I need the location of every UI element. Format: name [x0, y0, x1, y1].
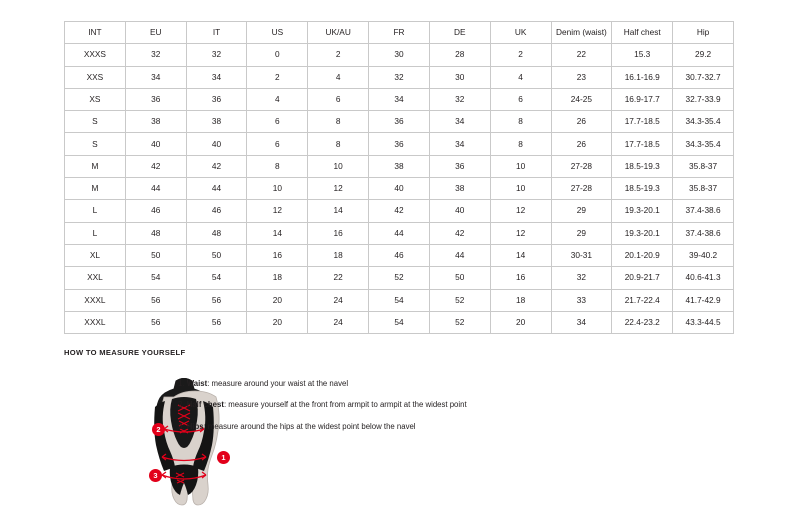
- size-value-cell: 50: [429, 267, 490, 289]
- instruction-term: Half chest: [186, 400, 224, 410]
- size-label-cell: XXXS: [65, 44, 126, 66]
- hips-marker-badge: 3: [149, 469, 162, 482]
- size-value-cell: 40.6-41.3: [673, 267, 734, 289]
- size-label-cell: XXXL: [65, 289, 126, 311]
- size-value-cell: 35.8-37: [673, 178, 734, 200]
- size-value-cell: 16.9-17.7: [612, 88, 673, 110]
- size-value-cell: 20: [490, 311, 551, 333]
- size-value-cell: 29: [551, 222, 612, 244]
- table-row: [65, 178, 734, 200]
- size-value-cell: 36: [369, 111, 430, 133]
- instruction-term: Hips: [186, 421, 204, 431]
- table-row: [65, 44, 734, 66]
- size-value-cell: 14: [308, 200, 369, 222]
- size-chart-head: [65, 22, 734, 44]
- table-row: [65, 267, 734, 289]
- size-value-cell: 38: [369, 155, 430, 177]
- size-value-cell: 32: [429, 88, 490, 110]
- size-value-cell: 12: [490, 222, 551, 244]
- size-value-cell: 46: [186, 200, 247, 222]
- size-value-cell: 0: [247, 44, 308, 66]
- size-value-cell: 27-28: [551, 178, 612, 200]
- size-value-cell: 36: [429, 155, 490, 177]
- waist-marker-badge: 1: [217, 451, 230, 464]
- half-chest-marker-badge: 2: [152, 423, 165, 436]
- size-value-cell: 4: [308, 66, 369, 88]
- size-value-cell: 41.7-42.9: [673, 289, 734, 311]
- size-value-cell: 8: [490, 133, 551, 155]
- size-label-cell: M: [65, 178, 126, 200]
- size-value-cell: 12: [308, 178, 369, 200]
- size-value-cell: 24: [308, 289, 369, 311]
- size-value-cell: 23: [551, 66, 612, 88]
- size-value-cell: 42: [186, 155, 247, 177]
- size-value-cell: 48: [125, 222, 186, 244]
- size-value-cell: 54: [125, 267, 186, 289]
- size-value-cell: 12: [247, 200, 308, 222]
- size-value-cell: 10: [247, 178, 308, 200]
- column-header: Denim (waist): [551, 22, 612, 44]
- size-value-cell: 30: [369, 44, 430, 66]
- size-label-cell: XL: [65, 244, 126, 266]
- table-row: [65, 200, 734, 222]
- size-value-cell: 12: [490, 200, 551, 222]
- size-value-cell: 56: [125, 311, 186, 333]
- column-header: DE: [429, 22, 490, 44]
- size-value-cell: 2: [490, 44, 551, 66]
- size-value-cell: 8: [247, 155, 308, 177]
- size-value-cell: 30-31: [551, 244, 612, 266]
- size-label-cell: XXXL: [65, 311, 126, 333]
- size-value-cell: 34.3-35.4: [673, 111, 734, 133]
- size-value-cell: 50: [186, 244, 247, 266]
- size-value-cell: 32.7-33.9: [673, 88, 734, 110]
- size-value-cell: 38: [125, 111, 186, 133]
- size-value-cell: 56: [186, 289, 247, 311]
- instruction-text: : measure around your waist at the navel: [207, 379, 349, 388]
- size-value-cell: 32: [186, 44, 247, 66]
- instruction-number: 1.: [178, 379, 185, 388]
- size-value-cell: 26: [551, 111, 612, 133]
- size-value-cell: 21.7-22.4: [612, 289, 673, 311]
- column-header: INT: [65, 22, 126, 44]
- size-label-cell: L: [65, 222, 126, 244]
- size-value-cell: 18.5-19.3: [612, 178, 673, 200]
- size-value-cell: 20.9-21.7: [612, 267, 673, 289]
- size-value-cell: 44: [369, 222, 430, 244]
- size-value-cell: 39-40.2: [673, 244, 734, 266]
- size-value-cell: 40: [369, 178, 430, 200]
- how-to-measure-title: HOW TO MEASURE YOURSELF: [64, 348, 186, 357]
- size-label-cell: XXL: [65, 267, 126, 289]
- table-row: [65, 155, 734, 177]
- size-value-cell: 14: [247, 222, 308, 244]
- column-header: UK: [490, 22, 551, 44]
- size-value-cell: 8: [308, 133, 369, 155]
- size-value-cell: 36: [125, 88, 186, 110]
- size-chart-table: [64, 21, 734, 334]
- size-value-cell: 32: [551, 267, 612, 289]
- size-value-cell: 37.4-38.6: [673, 222, 734, 244]
- size-label-cell: XS: [65, 88, 126, 110]
- measure-instructions: [178, 379, 718, 443]
- size-value-cell: 37.4-38.6: [673, 200, 734, 222]
- instruction-text: : measure yourself at the front from armpit to armpit at the widest point: [223, 400, 467, 410]
- size-value-cell: 17.7-18.5: [612, 111, 673, 133]
- size-value-cell: 30: [429, 66, 490, 88]
- size-value-cell: 10: [308, 155, 369, 177]
- size-value-cell: 8: [490, 111, 551, 133]
- size-value-cell: 30.7-32.7: [673, 66, 734, 88]
- size-value-cell: 14: [490, 244, 551, 266]
- size-label-cell: XXS: [65, 66, 126, 88]
- column-header: UK/AU: [308, 22, 369, 44]
- size-value-cell: 22: [308, 267, 369, 289]
- size-value-cell: 6: [308, 88, 369, 110]
- size-value-cell: 8: [308, 111, 369, 133]
- size-value-cell: 19.3-20.1: [612, 200, 673, 222]
- size-value-cell: 24-25: [551, 88, 612, 110]
- instruction-number: 2.: [178, 400, 185, 410]
- size-value-cell: 42: [369, 200, 430, 222]
- size-value-cell: 10: [490, 155, 551, 177]
- column-header: IT: [186, 22, 247, 44]
- size-value-cell: 43.3-44.5: [673, 311, 734, 333]
- size-value-cell: 44: [186, 178, 247, 200]
- size-value-cell: 40: [125, 133, 186, 155]
- size-value-cell: 18: [247, 267, 308, 289]
- size-value-cell: 36: [186, 88, 247, 110]
- instruction-text: : measure around the hips at the widest point below the navel: [203, 421, 416, 431]
- size-value-cell: 52: [369, 267, 430, 289]
- size-label-cell: S: [65, 111, 126, 133]
- size-value-cell: 34: [429, 111, 490, 133]
- size-value-cell: 56: [125, 289, 186, 311]
- size-value-cell: 27-28: [551, 155, 612, 177]
- size-value-cell: 36: [369, 133, 430, 155]
- size-value-cell: 34.3-35.4: [673, 133, 734, 155]
- size-value-cell: 20.1-20.9: [612, 244, 673, 266]
- size-value-cell: 54: [369, 289, 430, 311]
- size-value-cell: 52: [429, 289, 490, 311]
- column-header: FR: [369, 22, 430, 44]
- table-row: [65, 289, 734, 311]
- size-label-cell: S: [65, 133, 126, 155]
- size-value-cell: 54: [369, 311, 430, 333]
- size-value-cell: 22.4-23.2: [612, 311, 673, 333]
- size-value-cell: 34: [369, 88, 430, 110]
- instruction-number: 3.: [178, 421, 185, 431]
- column-header: US: [247, 22, 308, 44]
- size-value-cell: 38: [186, 111, 247, 133]
- size-value-cell: 34: [186, 66, 247, 88]
- size-chart: [64, 21, 734, 334]
- size-value-cell: 54: [186, 267, 247, 289]
- size-chart-body: [65, 44, 734, 334]
- instruction-term: Waist: [186, 379, 208, 388]
- size-value-cell: 20: [247, 311, 308, 333]
- table-row: [65, 244, 734, 266]
- size-value-cell: 17.7-18.5: [612, 133, 673, 155]
- size-value-cell: 18.5-19.3: [612, 155, 673, 177]
- size-value-cell: 29.2: [673, 44, 734, 66]
- size-value-cell: 42: [429, 222, 490, 244]
- measure-instruction-1: [178, 379, 718, 388]
- size-value-cell: 28: [429, 44, 490, 66]
- table-row: [65, 222, 734, 244]
- table-row: [65, 133, 734, 155]
- size-value-cell: 32: [125, 44, 186, 66]
- size-value-cell: 40: [186, 133, 247, 155]
- size-value-cell: 16.1-16.9: [612, 66, 673, 88]
- size-value-cell: 16: [308, 222, 369, 244]
- table-row: [65, 111, 734, 133]
- size-value-cell: 18: [308, 244, 369, 266]
- size-value-cell: 2: [247, 66, 308, 88]
- size-value-cell: 35.8-37: [673, 155, 734, 177]
- size-value-cell: 42: [125, 155, 186, 177]
- size-value-cell: 4: [490, 66, 551, 88]
- table-row: [65, 66, 734, 88]
- measure-instruction-3: [178, 422, 718, 431]
- size-value-cell: 48: [186, 222, 247, 244]
- column-header: EU: [125, 22, 186, 44]
- size-value-cell: 40: [429, 200, 490, 222]
- size-value-cell: 20: [247, 289, 308, 311]
- size-label-cell: L: [65, 200, 126, 222]
- size-value-cell: 34: [429, 133, 490, 155]
- size-value-cell: 6: [490, 88, 551, 110]
- size-value-cell: 16: [247, 244, 308, 266]
- size-value-cell: 56: [186, 311, 247, 333]
- size-value-cell: 50: [125, 244, 186, 266]
- size-value-cell: 10: [490, 178, 551, 200]
- size-value-cell: 6: [247, 133, 308, 155]
- size-value-cell: 34: [551, 311, 612, 333]
- size-value-cell: 22: [551, 44, 612, 66]
- size-value-cell: 2: [308, 44, 369, 66]
- size-value-cell: 52: [429, 311, 490, 333]
- size-value-cell: 15.3: [612, 44, 673, 66]
- size-value-cell: 19.3-20.1: [612, 222, 673, 244]
- size-value-cell: 38: [429, 178, 490, 200]
- size-value-cell: 4: [247, 88, 308, 110]
- table-row: [65, 311, 734, 333]
- size-value-cell: 16: [490, 267, 551, 289]
- column-header: Half chest: [612, 22, 673, 44]
- table-row: [65, 88, 734, 110]
- size-value-cell: 32: [369, 66, 430, 88]
- size-value-cell: 46: [369, 244, 430, 266]
- size-value-cell: 29: [551, 200, 612, 222]
- table-header-row: [65, 22, 734, 44]
- size-value-cell: 6: [247, 111, 308, 133]
- size-value-cell: 24: [308, 311, 369, 333]
- size-value-cell: 18: [490, 289, 551, 311]
- size-value-cell: 46: [125, 200, 186, 222]
- how-to-measure-section: [64, 348, 734, 480]
- column-header: Hip: [673, 22, 734, 44]
- size-value-cell: 44: [429, 244, 490, 266]
- size-value-cell: 33: [551, 289, 612, 311]
- size-label-cell: M: [65, 155, 126, 177]
- size-value-cell: 26: [551, 133, 612, 155]
- measure-instruction-2: [178, 400, 718, 409]
- size-value-cell: 34: [125, 66, 186, 88]
- size-value-cell: 44: [125, 178, 186, 200]
